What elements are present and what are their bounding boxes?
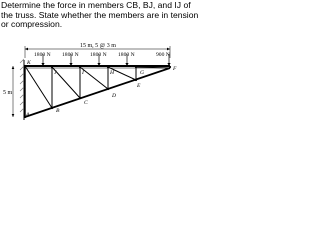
node-label-e: E (137, 83, 141, 89)
height-label: 5 m (3, 90, 13, 96)
node-label-d: D (112, 93, 117, 99)
node-label-h: H (110, 70, 115, 76)
span-label: 15 m, 5 @ 3 m (80, 43, 116, 49)
load-label-2: 1800 N (62, 52, 79, 58)
truss-members (25, 66, 170, 117)
load-label-5: 900 N (156, 52, 170, 58)
problem-statement: Determine the force in members CB, BJ, and IJ of the truss. State whether the members are in tension or compression. (1, 0, 199, 30)
node-label-f: F (173, 66, 177, 72)
node-label-i: I (82, 70, 84, 76)
node-label-g: G (140, 70, 145, 76)
node-label-k: K (27, 60, 31, 66)
load-label-3: 1800 N (90, 52, 107, 58)
load-label-1: 1800 N (34, 52, 51, 58)
node-label-c: C (84, 100, 88, 106)
truss-figure (0, 0, 200, 120)
node-label-b: B (56, 108, 60, 114)
node-label-j: J (54, 70, 57, 76)
node-label-a: A (26, 112, 30, 118)
wall-support (20, 59, 24, 120)
load-label-4: 1800 N (118, 52, 135, 58)
